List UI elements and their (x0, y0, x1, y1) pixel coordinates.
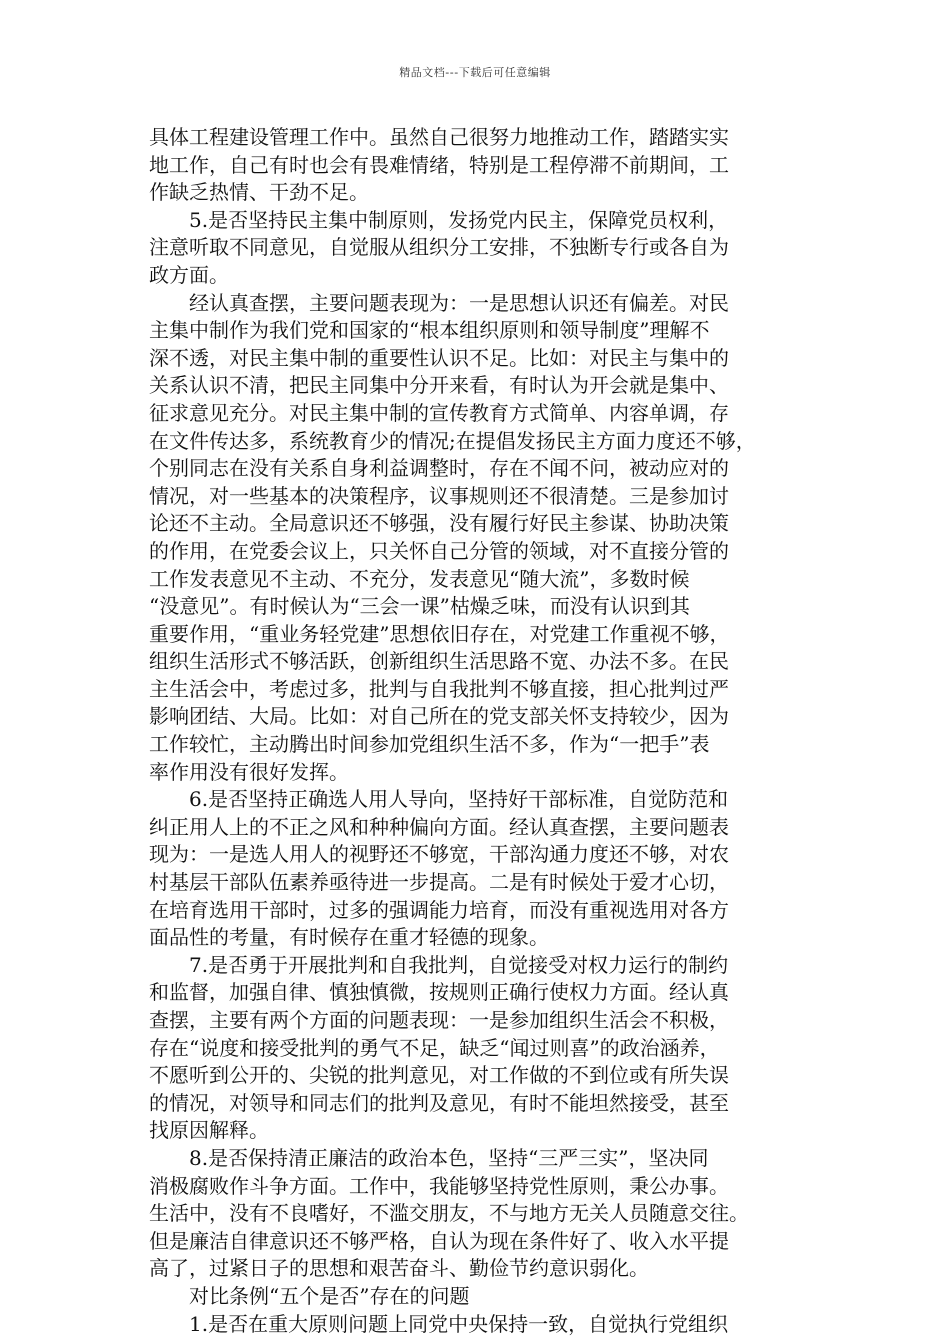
page-header: 精品文档---下载后可任意编辑 (399, 66, 551, 79)
body-line: 查摆，主要有两个方面的问题表现：一是参加组织生活会不积极， (149, 1008, 729, 1032)
body-line: 经认真查摆，主要问题表现为：一是思想认识还有偏差。对民 (189, 290, 729, 315)
body-line: 7.是否勇于开展批判和自我批判，自觉接受对权力运行的制约 (189, 952, 729, 977)
body-line: 5.是否坚持民主集中制原则，发扬党内民主，保障党员权利， (189, 207, 729, 232)
body-line: 6.是否坚持正确选人用人导向，坚持好干部标准，自觉防范和 (189, 787, 729, 812)
body-line: 8.是否保持清正廉洁的政治本色，坚持“三严三实”，坚决同 (189, 1145, 709, 1170)
body-line: 工作发表意见不主动、不充分，发表意见“随大流”，多数时候 (149, 566, 690, 591)
body-line: 纠正用人上的不正之风和种种偏向方面。经认真查摆，主要问题表 (149, 814, 729, 839)
document-body (149, 124, 806, 1338)
body-line: 重要作用，“重业务轻党建”思想依旧存在，对党建工作重视不够， (149, 621, 730, 646)
body-line: 在文件传达多，系统教育少的情况;在提倡发扬民主方面力度还不够， (149, 428, 756, 453)
body-line: 工作较忙，主动腾出时间参加党组织生活不多，作为“一把手”表 (149, 732, 710, 757)
body-line: 高了，过紧日子的思想和艰苦奋斗、勤俭节约意识弱化。 (149, 1256, 649, 1281)
body-line: 作缺乏热情、干劲不足。 (149, 180, 369, 205)
body-line: 主生活会中，考虑过多，批判与自我批判不够直接，担心批判过严 (149, 676, 729, 701)
body-line: 村基层干部队伍素养亟待进一步提高。二是有时候处于爱才心切， (149, 870, 729, 895)
body-line: 政方面。 (149, 262, 229, 287)
body-line: 组织生活形式不够活跃，创新组织生活思路不宽、办法不多。在民 (149, 649, 729, 674)
body-line: 现为：一是选人用人的视野还不够宽，干部沟通力度还不够，对农 (149, 842, 729, 867)
body-line: 消极腐败作斗争方面。工作中，我能够坚持党性原则，秉公办事。 (149, 1173, 729, 1198)
body-line: 情况，对一些基本的决策程序，议事规则还不很清楚。三是参加讨 (149, 483, 729, 508)
body-line: 不愿听到公开的、尖锐的批判意见，对工作做的不到位或有所失误 (149, 1063, 729, 1088)
body-line: 关系认识不清，把民主同集中分开来看，有时认为开会就是集中、 (149, 373, 729, 398)
body-line: 和监督，加强自律、慎独慎微，按规则正确行使权力方面。经认真 (149, 980, 729, 1005)
body-line: 对比条例“五个是否”存在的问题 (189, 1283, 470, 1308)
body-line: 影响团结、大局。比如：对自己所在的党支部关怀支持较少，因为 (149, 704, 729, 729)
body-line: 的情况，对领导和同志们的批判及意见，有时不能坦然接受，甚至 (149, 1090, 729, 1115)
body-line: 的作用，在党委会议上，只关怀自己分管的领域，对不直接分管的 (149, 538, 729, 563)
body-line: 地工作，自己有时也会有畏难情绪，特别是工程停滞不前期间，工 (149, 152, 729, 177)
body-line: 具体工程建设管理工作中。虽然自己很努力地推动工作，踏踏实实 (149, 125, 729, 149)
body-line: 注意听取不同意见，自觉服从组织分工安排，不独断专行或各自为 (149, 235, 729, 260)
body-line: 1.是否在重大原则问题上同党中央保持一致，自觉执行党组织 (189, 1311, 729, 1336)
body-line: 征求意见充分。对民主集中制的宣传教育方式简单、内容单调，存 (149, 400, 729, 425)
body-line: 生活中，没有不良嗜好，不滥交朋友，不与地方无关人员随意交往。 (149, 1201, 749, 1226)
body-line: 面品性的考量，有时候存在重才轻德的现象。 (149, 925, 549, 950)
body-line: 主集中制作为我们党和国家的“根本组织原则和领导制度”理解不 (149, 318, 710, 343)
body-line: 率作用没有很好发挥。 (149, 759, 349, 784)
body-line: 存在“说度和接受批判的勇气不足，缺乏“闻过则喜”的政治涵养， (149, 1035, 720, 1060)
body-line: 深不透，对民主集中制的重要性认识不足。比如：对民主与集中的 (149, 345, 729, 370)
body-line: 在培育选用干部时，过多的强调能力培育，而没有重视选用对各方 (149, 897, 729, 922)
body-line: 找原因解释。 (149, 1118, 269, 1143)
body-line: 但是廉洁自律意识还不够严格，自认为现在条件好了、收入水平提 (149, 1228, 729, 1253)
body-line: 论还不主动。全局意识还不够强，没有履行好民主参谋、协助决策 (149, 511, 729, 536)
body-line: 个别同志在没有关系自身利益调整时，存在不闻不问，被动应对的 (149, 456, 729, 481)
body-line: “没意见”。有时候认为“三会一课”枯燥乏味，而没有认识到其 (149, 594, 690, 619)
